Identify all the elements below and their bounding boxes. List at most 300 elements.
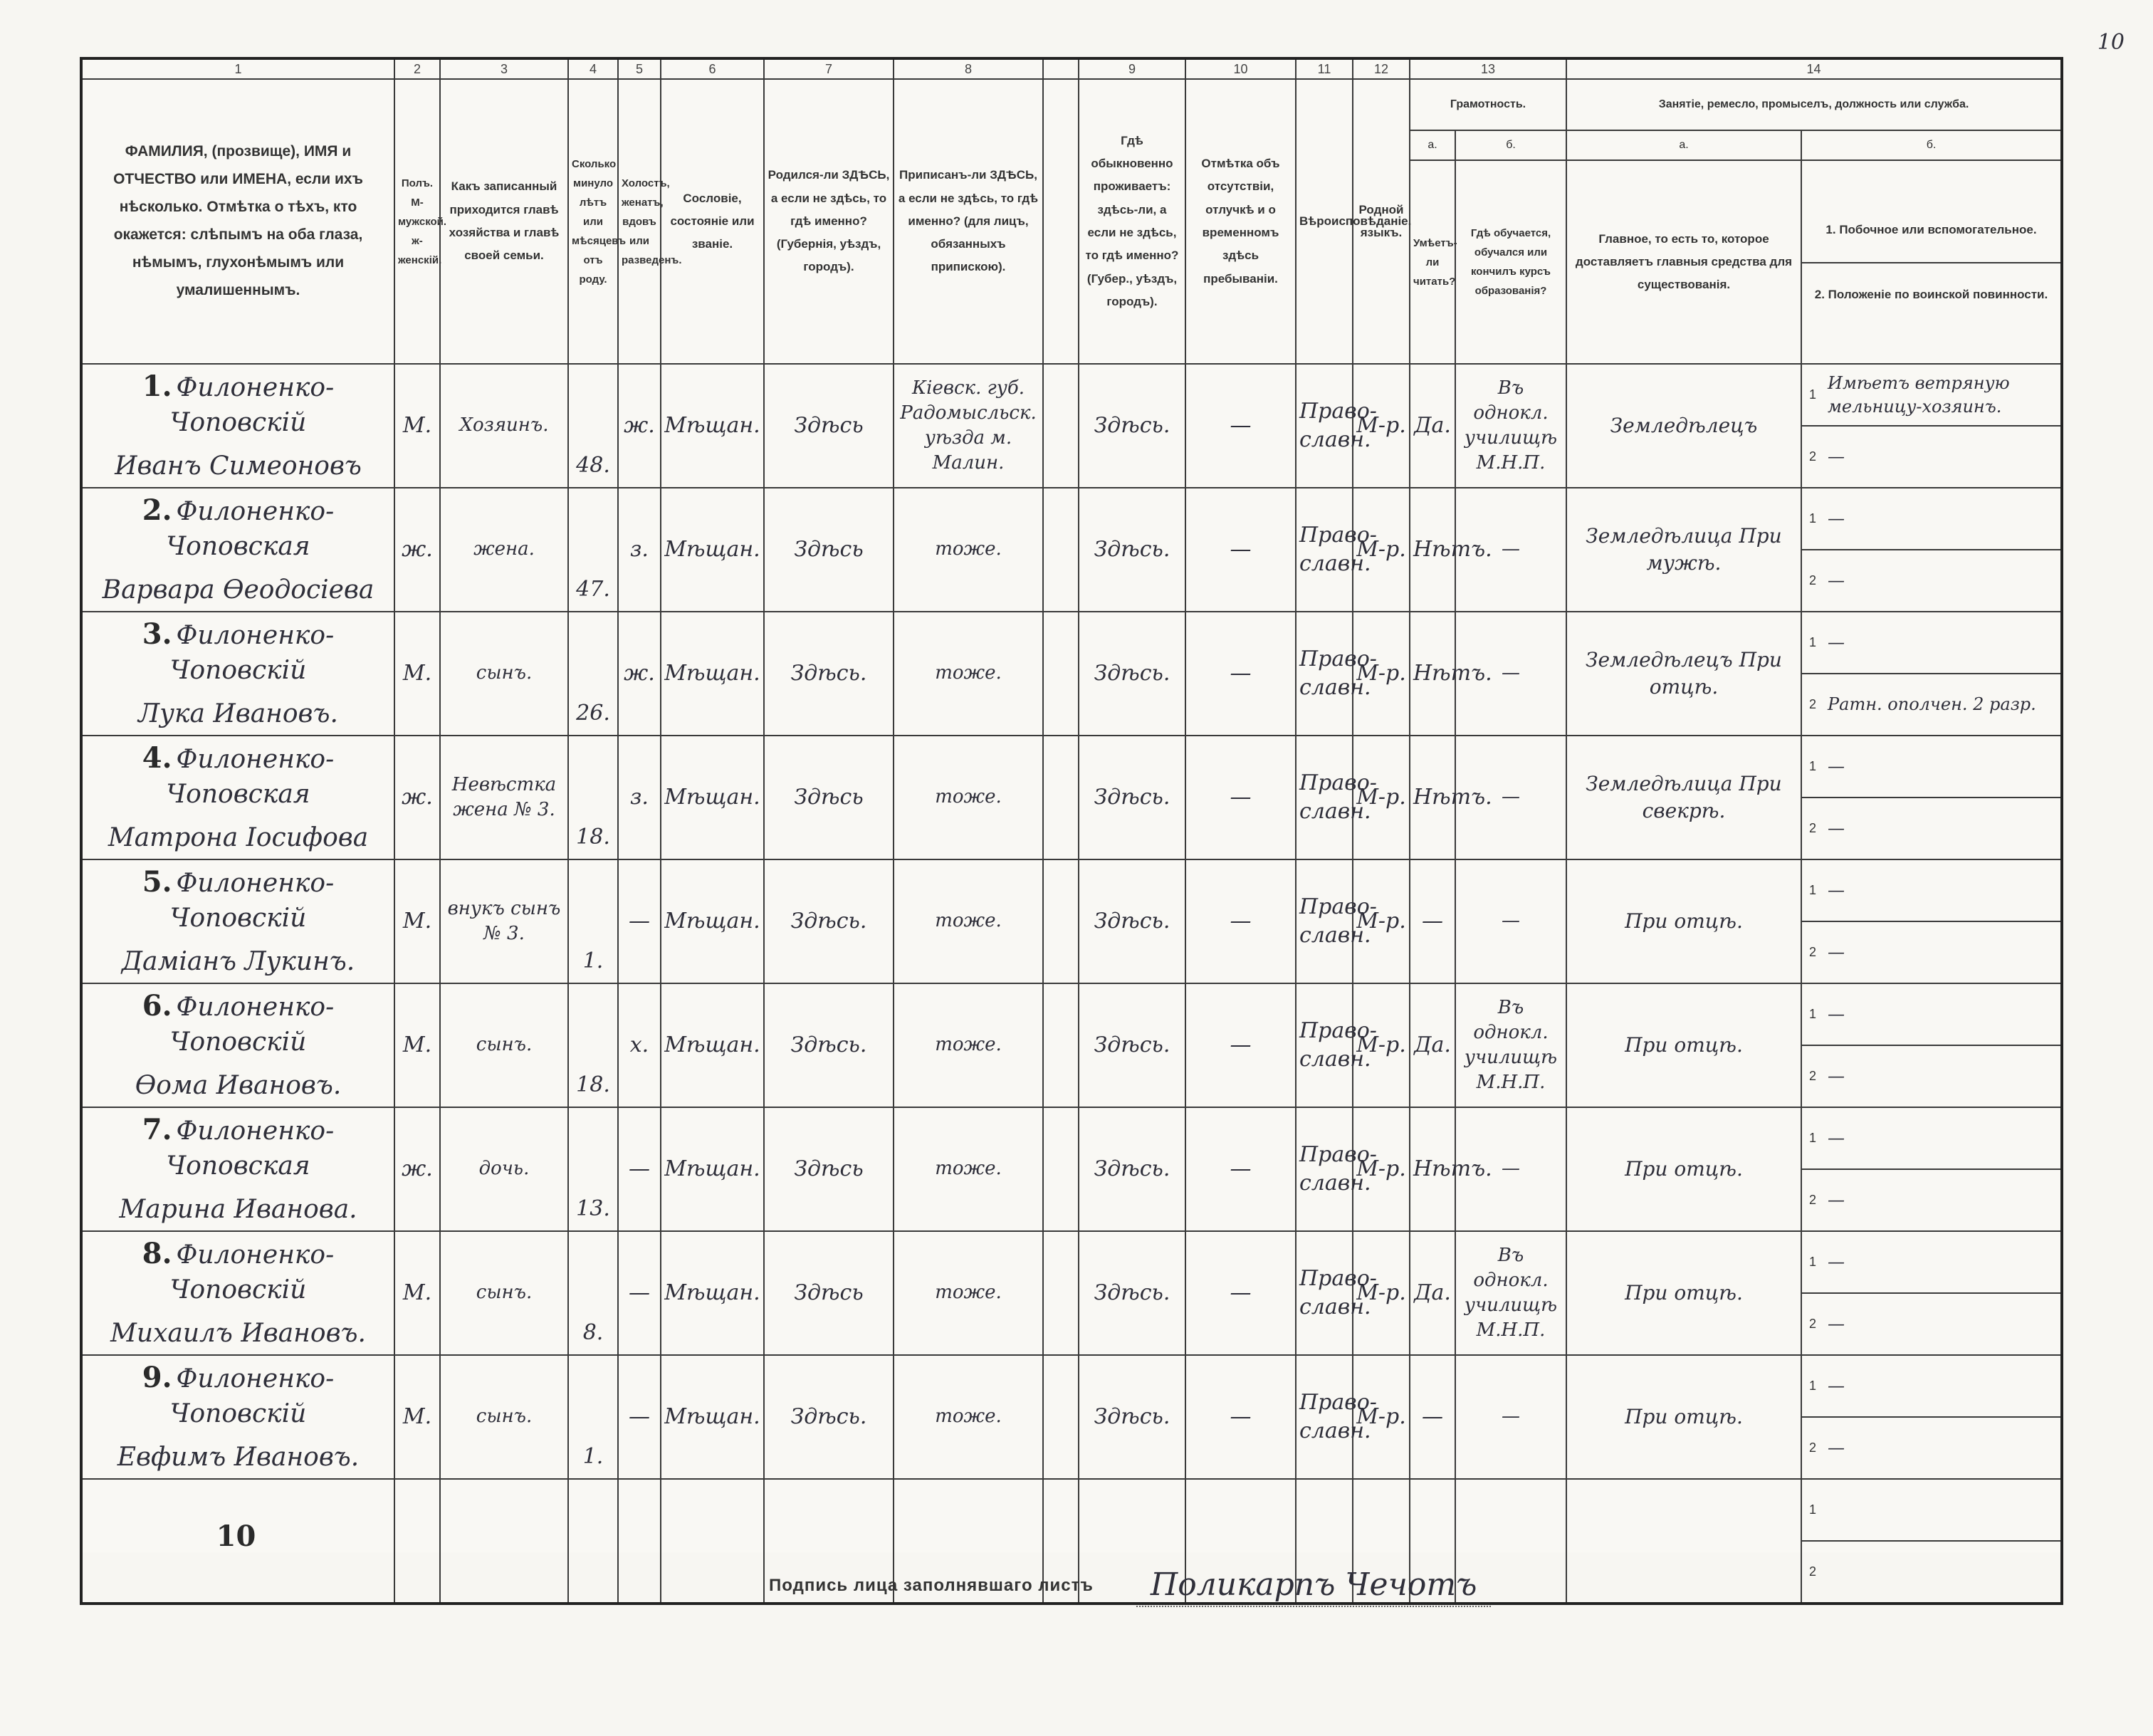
spacer-cell — [1043, 983, 1079, 1107]
header-main-occupation: Главное, то есть то, которое доставляетъ главныя средства для существованія. — [1566, 160, 1801, 364]
language-cell: М-р. — [1353, 488, 1410, 612]
main-occupation-cell: Земледѣлица При свекрѣ. — [1566, 736, 1801, 859]
sub-value: — — [1828, 756, 1845, 777]
education-cell: — — [1455, 859, 1566, 983]
born-cell: Здѣсь. — [764, 983, 894, 1107]
secondary-cell — [1801, 983, 2062, 1107]
census-table — [80, 57, 2063, 1605]
sub-value: — — [1828, 570, 1845, 591]
person-row — [81, 736, 2062, 859]
person-row — [81, 488, 2062, 612]
marital-cell: х. — [618, 983, 661, 1107]
literate-cell: — — [1410, 1355, 1455, 1479]
surname-text: Филоненко-Чоповскій — [169, 373, 335, 438]
registered-cell: тоже. — [894, 859, 1043, 983]
education-cell: — — [1455, 1107, 1566, 1231]
row-number: 9. — [142, 1361, 172, 1395]
main-occupation-cell: Земледѣлица При мужѣ. — [1566, 488, 1801, 612]
sub-label: 1 — [1809, 1379, 1817, 1393]
marital-cell: ж. — [618, 364, 661, 488]
relation-cell: сынъ. — [440, 1355, 568, 1479]
sub-label: 1 — [1809, 511, 1817, 526]
lives-cell: Здѣсь. — [1079, 1355, 1185, 1479]
marital-cell: — — [618, 859, 661, 983]
sub-value: — — [1828, 942, 1845, 963]
person-row — [81, 1107, 2062, 1231]
marital-cell: — — [618, 1231, 661, 1355]
language-cell: М-р. — [1353, 612, 1410, 736]
sub-value: — — [1828, 1190, 1845, 1211]
age-value: 18. — [576, 824, 610, 849]
relation-cell — [440, 1479, 568, 1604]
age-cell — [568, 859, 618, 983]
born-cell: Здѣсь. — [764, 859, 894, 983]
sex-cell: М. — [394, 612, 440, 736]
name-cell — [81, 983, 394, 1107]
secondary-cell — [1801, 1355, 2062, 1479]
sex-cell: М. — [394, 364, 440, 488]
age-value: 1. — [582, 948, 604, 973]
absence-cell: — — [1185, 612, 1296, 736]
surname — [85, 1359, 391, 1432]
surname-text: Филоненко-Чоповскій — [169, 1240, 335, 1305]
age-value: 47. — [576, 576, 610, 602]
lives-cell: Здѣсь. — [1079, 859, 1185, 983]
secondary-occupation — [1802, 1480, 2060, 1542]
name-cell — [81, 736, 394, 859]
born-cell: Здѣсь. — [764, 1355, 894, 1479]
military-status — [1802, 922, 2060, 983]
religion-cell: Право-славн. — [1296, 1231, 1353, 1355]
signature-line — [769, 1564, 1766, 1607]
sub-label: 1 — [1809, 1131, 1817, 1146]
registered-cell: тоже. — [894, 1107, 1043, 1231]
secondary-cell — [1801, 364, 2062, 488]
age-value: 48. — [576, 452, 610, 478]
given-name: Варвара Өеодосіева — [102, 575, 374, 605]
person-rows — [81, 364, 2062, 1604]
language-cell: М-р. — [1353, 1231, 1410, 1355]
absence-cell: — — [1185, 1355, 1296, 1479]
name-cell — [81, 364, 394, 488]
military-status — [1802, 1542, 2060, 1602]
spacer-cell — [1043, 736, 1079, 859]
colnum-3: 3 — [440, 58, 568, 79]
sub-label: 2 — [1809, 573, 1817, 588]
registered-cell: тоже. — [894, 736, 1043, 859]
lives-cell: Здѣсь. — [1079, 1231, 1185, 1355]
secondary-occupation — [1802, 365, 2060, 427]
sub-label: 2 — [1809, 1069, 1817, 1084]
sub-value: — — [1828, 880, 1845, 901]
relation-cell: сынъ. — [440, 612, 568, 736]
spacer-cell — [1043, 1355, 1079, 1479]
religion-cell: Право-славн. — [1296, 859, 1353, 983]
sub-label: 2 — [1809, 1317, 1817, 1332]
secondary-cell — [1801, 488, 2062, 612]
lives-cell: Здѣсь. — [1079, 612, 1185, 736]
education-cell: Въ однокл. училищѣ М.Н.П. — [1455, 983, 1566, 1107]
sub-value: — — [1828, 1314, 1845, 1334]
colnum-14: 14 — [1566, 58, 2062, 79]
main-occupation-cell: При отцѣ. — [1566, 983, 1801, 1107]
header-row-1 — [81, 79, 2062, 130]
sub-value: — — [1828, 632, 1845, 653]
main-occupation-cell: При отцѣ. — [1566, 1107, 1801, 1231]
age-value: 1. — [582, 1443, 604, 1469]
sex-cell: М. — [394, 859, 440, 983]
language-cell: М-р. — [1353, 859, 1410, 983]
main-occupation-cell: При отцѣ. — [1566, 1355, 1801, 1479]
surname — [85, 739, 391, 812]
born-cell: Здѣсь — [764, 1231, 894, 1355]
main-occupation-cell: Земледѣлецъ При отцѣ. — [1566, 612, 1801, 736]
given-name: Өома Ивановъ. — [135, 1071, 342, 1100]
lives-cell: Здѣсь. — [1079, 983, 1185, 1107]
header-relation: Какъ записанный приходится главѣ хозяйства и главѣ своей семьи. — [440, 79, 568, 364]
sub-value: — — [1828, 1438, 1845, 1458]
born-cell: Здѣсь — [764, 736, 894, 859]
name-cell — [81, 1479, 394, 1604]
secondary-occupation — [1802, 1108, 2060, 1170]
age-cell — [568, 1355, 618, 1479]
born-cell: Здѣсь — [764, 488, 894, 612]
name-cell — [81, 1355, 394, 1479]
education-cell: Въ однокл. училищѣ М.Н.П. — [1455, 364, 1566, 488]
colnum-8: 8 — [894, 58, 1043, 79]
estate-cell: Мѣщан. — [661, 859, 764, 983]
age-value: 18. — [576, 1072, 610, 1097]
language-cell: М-р. — [1353, 736, 1410, 859]
absence-cell: — — [1185, 1107, 1296, 1231]
header-estate: Сословіе, состояніе или званіе. — [661, 79, 764, 364]
header-name: ФАМИЛИЯ, (прозвище), ИМЯ и ОТЧЕСТВО или ИМЕНА, если ихъ нѣсколько. Отмѣтка о тѣхъ, кто окажется: слѣпымъ на оба глаза, нѣмымъ, глухонѣмымъ или умалишеннымъ. — [81, 79, 394, 364]
estate-cell: Мѣщан. — [661, 612, 764, 736]
surname-text: Филоненко-Чоповскій — [169, 993, 335, 1057]
header-occupation-b-letter: б. — [1801, 130, 2062, 160]
education-cell: — — [1455, 1355, 1566, 1479]
education-cell: — — [1455, 612, 1566, 736]
age-cell — [568, 736, 618, 859]
spacer-cell — [1043, 488, 1079, 612]
religion-cell: Право-славн. — [1296, 983, 1353, 1107]
colnum-6: 6 — [661, 58, 764, 79]
sub-label: 1 — [1809, 883, 1817, 898]
person-row — [81, 364, 2062, 488]
surname-text: Филоненко-Чоповскій — [169, 1364, 335, 1429]
secondary-occupation — [1802, 488, 2060, 550]
row-number: 2. — [142, 493, 172, 528]
sub-label: 1 — [1809, 387, 1817, 402]
literate-cell: Да. — [1410, 1231, 1455, 1355]
age-value: 26. — [576, 700, 610, 726]
surname-text: Филоненко-Чоповская — [166, 745, 335, 810]
colnum-spacer — [1043, 58, 1079, 79]
column-numbers-row — [81, 58, 2062, 79]
main-occupation-cell: При отцѣ. — [1566, 1231, 1801, 1355]
surname — [85, 987, 391, 1060]
age-cell — [568, 1479, 618, 1604]
age-value: 8. — [582, 1319, 604, 1345]
page-number: 10 — [2097, 30, 2125, 55]
registered-cell: тоже. — [894, 612, 1043, 736]
secondary-cell — [1801, 612, 2062, 736]
education-cell: Въ однокл. училищѣ М.Н.П. — [1455, 1231, 1566, 1355]
row-number: 3. — [142, 617, 172, 652]
header-secondary-occupation: 1. Побочное или вспомогательное. — [1802, 198, 2060, 263]
sub-value: Имѣетъ ветряную мельницу-хозяинъ. — [1828, 373, 2010, 417]
surname — [85, 1517, 391, 1556]
literate-cell: Нѣтъ. — [1410, 612, 1455, 736]
header-can-read: Умѣетъ-ли читать? — [1410, 160, 1455, 364]
given-name: Марина Иванова. — [119, 1195, 357, 1224]
surname — [85, 863, 391, 936]
sex-cell — [394, 1479, 440, 1604]
colnum-4: 4 — [568, 58, 618, 79]
sub-label: 1 — [1809, 1502, 1817, 1517]
header-language: Родной языкъ. — [1353, 79, 1410, 364]
name-cell — [81, 1231, 394, 1355]
language-cell: М-р. — [1353, 1355, 1410, 1479]
absence-cell: — — [1185, 736, 1296, 859]
sub-label: 2 — [1809, 697, 1817, 712]
absence-cell: — — [1185, 1231, 1296, 1355]
sub-label: 1 — [1809, 1007, 1817, 1022]
main-occupation-cell: Земледѣлецъ — [1566, 364, 1801, 488]
secondary-occupation — [1802, 612, 2060, 674]
born-cell: Здѣсь. — [764, 612, 894, 736]
age-cell — [568, 1107, 618, 1231]
language-cell: М-р. — [1353, 364, 1410, 488]
person-row — [81, 859, 2062, 983]
military-status — [1802, 1046, 2060, 1107]
relation-cell: жена. — [440, 488, 568, 612]
literate-cell: Да. — [1410, 364, 1455, 488]
registered-cell: тоже. — [894, 488, 1043, 612]
marital-cell: — — [618, 1355, 661, 1479]
absence-cell: — — [1185, 488, 1296, 612]
signature-label: Подпись лица заполнявшаго листъ — [769, 1575, 1094, 1595]
sub-value: — — [1828, 1004, 1845, 1025]
person-row — [81, 1355, 2062, 1479]
relation-cell: сынъ. — [440, 1231, 568, 1355]
sub-value: — — [1828, 1128, 1845, 1149]
spacer-cell — [1043, 1107, 1079, 1231]
language-cell: М-р. — [1353, 983, 1410, 1107]
colnum-9: 9 — [1079, 58, 1185, 79]
header-literacy-b-letter: б. — [1455, 130, 1566, 160]
spacer-cell — [1043, 364, 1079, 488]
religion-cell: Право-славн. — [1296, 1355, 1353, 1479]
header-absence: Отмѣтка объ отсутствіи, отлучкѣ и о временномъ здѣсь пребываніи. — [1185, 79, 1296, 364]
row-number: 10 — [216, 1520, 256, 1553]
header-spacer — [1043, 79, 1079, 364]
sex-cell: ж. — [394, 488, 440, 612]
colnum-7: 7 — [764, 58, 894, 79]
military-status — [1802, 1418, 2060, 1478]
header-education: Гдѣ обучается, обучался или кончилъ курсъ образованія? — [1455, 160, 1566, 364]
age-cell — [568, 364, 618, 488]
surname — [85, 367, 391, 441]
age-cell — [568, 488, 618, 612]
colnum-1: 1 — [81, 58, 394, 79]
education-cell: — — [1455, 736, 1566, 859]
estate-cell — [661, 1479, 764, 1604]
header-occupation: Занятіе, ремесло, промыселъ, должность или служба. — [1566, 79, 2062, 130]
estate-cell: Мѣщан. — [661, 1231, 764, 1355]
secondary-occupation — [1802, 1356, 2060, 1418]
literate-cell: Да. — [1410, 983, 1455, 1107]
religion-cell: Право-славн. — [1296, 1107, 1353, 1231]
estate-cell: Мѣщан. — [661, 488, 764, 612]
row-number: 1. — [142, 370, 172, 404]
marital-cell — [618, 1479, 661, 1604]
header-literacy: Грамотность. — [1410, 79, 1566, 130]
person-row — [81, 1231, 2062, 1355]
person-row — [81, 983, 2062, 1107]
secondary-cell — [1801, 1107, 2062, 1231]
secondary-occupation — [1802, 736, 2060, 798]
absence-cell: — — [1185, 983, 1296, 1107]
sub-label: 1 — [1809, 635, 1817, 650]
sub-label: 2 — [1809, 1564, 1817, 1579]
marital-cell: ж. — [618, 612, 661, 736]
lives-cell: Здѣсь. — [1079, 364, 1185, 488]
secondary-cell — [1801, 859, 2062, 983]
marital-cell: з. — [618, 488, 661, 612]
religion-cell: Право-славн. — [1296, 364, 1353, 488]
registered-cell: тоже. — [894, 983, 1043, 1107]
header-marital: Холостъ, женатъ, вдовъ или разведенъ. — [618, 79, 661, 364]
literate-cell: — — [1410, 859, 1455, 983]
absence-cell: — — [1185, 364, 1296, 488]
born-cell: Здѣсь — [764, 364, 894, 488]
registered-cell: тоже. — [894, 1355, 1043, 1479]
lives-cell: Здѣсь. — [1079, 488, 1185, 612]
born-cell: Здѣсь — [764, 1107, 894, 1231]
spacer-cell — [1043, 1231, 1079, 1355]
military-status — [1802, 427, 2060, 487]
row-number: 5. — [142, 865, 172, 899]
sub-label: 2 — [1809, 821, 1817, 836]
surname — [85, 491, 391, 565]
colnum-2: 2 — [394, 58, 440, 79]
given-name: Евфимъ Ивановъ. — [117, 1443, 360, 1472]
language-cell: М-р. — [1353, 1107, 1410, 1231]
military-status — [1802, 1294, 2060, 1354]
marital-cell: — — [618, 1107, 661, 1231]
name-cell — [81, 612, 394, 736]
given-name: Даміанъ Лукинъ. — [121, 947, 355, 976]
registered-cell: Кіевск. губ. Радомысльск. уѣзда м. Малин. — [894, 364, 1043, 488]
secondary-occupation — [1802, 984, 2060, 1046]
sub-label: 2 — [1809, 449, 1817, 464]
secondary-cell — [1801, 1231, 2062, 1355]
spacer-cell — [1043, 612, 1079, 736]
header-literacy-a-letter: а. — [1410, 130, 1455, 160]
sub-value: — — [1828, 446, 1845, 467]
sub-value: Ратн. ополчен. 2 разр. — [1828, 694, 2036, 715]
name-cell — [81, 488, 394, 612]
sub-value: — — [1828, 1376, 1845, 1396]
row-number: 4. — [142, 741, 172, 775]
given-name: Матрона Іосифова — [108, 823, 369, 852]
header-lives: Гдѣ обыкновенно проживаетъ: здѣсь-ли, а если не здѣсь, то гдѣ именно? (Губер., уѣздъ, городъ). — [1079, 79, 1185, 364]
lives-cell: Здѣсь. — [1079, 736, 1185, 859]
religion-cell: Право-славн. — [1296, 736, 1353, 859]
colnum-11: 11 — [1296, 58, 1353, 79]
secondary-cell — [1801, 736, 2062, 859]
row-number: 7. — [142, 1113, 172, 1147]
given-name: Иванъ Симеоновъ — [115, 451, 362, 481]
header-secondary — [1801, 160, 2062, 364]
surname — [85, 1111, 391, 1184]
header-sex: Полъ. М-мужской. ж-женскій. — [394, 79, 440, 364]
name-cell — [81, 1107, 394, 1231]
header-occupation-a-letter: а. — [1566, 130, 1801, 160]
person-row — [81, 612, 2062, 736]
registered-cell: тоже. — [894, 1231, 1043, 1355]
secondary-cell — [1801, 1479, 2062, 1604]
age-cell — [568, 983, 618, 1107]
header-age: Сколько минуло лѣтъ или мѣсяцевъ отъ роду. — [568, 79, 618, 364]
sub-label: 1 — [1809, 1255, 1817, 1270]
sub-value: — — [1828, 508, 1845, 529]
header-born: Родился-ли ЗДѢСЬ, а если не здѣсь, то гдѣ именно? (Губернія, уѣздъ, городъ). — [764, 79, 894, 364]
row-number: 8. — [142, 1237, 172, 1271]
colnum-5: 5 — [618, 58, 661, 79]
surname-text: Филоненко-Чоповская — [166, 1117, 335, 1181]
religion-cell: Право-славн. — [1296, 612, 1353, 736]
sub-label: 2 — [1809, 945, 1817, 960]
estate-cell: Мѣщан. — [661, 1107, 764, 1231]
sub-label: 2 — [1809, 1440, 1817, 1455]
header-religion: Вѣроисповѣданіе. — [1296, 79, 1353, 364]
header-registered: Приписанъ-ли ЗДѢСЬ, а если не здѣсь, то гдѣ именно? (для лицъ, обязанныхъ припискою). — [894, 79, 1043, 364]
colnum-10: 10 — [1185, 58, 1296, 79]
sub-label: 1 — [1809, 759, 1817, 774]
sex-cell: ж. — [394, 736, 440, 859]
lives-cell: Здѣсь. — [1079, 1107, 1185, 1231]
secondary-occupation — [1802, 1232, 2060, 1294]
sub-label: 2 — [1809, 1193, 1817, 1208]
colnum-12: 12 — [1353, 58, 1410, 79]
sub-value: — — [1828, 818, 1845, 839]
header-military-status: 2. Положеніе по воинской повинности. — [1814, 287, 2048, 301]
literate-cell: Нѣтъ. — [1410, 488, 1455, 612]
literate-cell: Нѣтъ. — [1410, 736, 1455, 859]
marital-cell: з. — [618, 736, 661, 859]
education-cell: — — [1455, 488, 1566, 612]
sex-cell: М. — [394, 1355, 440, 1479]
secondary-occupation — [1802, 860, 2060, 922]
colnum-13: 13 — [1410, 58, 1566, 79]
given-name: Михаилъ Ивановъ. — [110, 1319, 366, 1348]
sex-cell: М. — [394, 1231, 440, 1355]
surname-text: Филоненко-Чоповская — [166, 497, 335, 562]
census-sheet — [80, 57, 2060, 1579]
relation-cell: дочь. — [440, 1107, 568, 1231]
absence-cell: — — [1185, 859, 1296, 983]
literate-cell: Нѣтъ. — [1410, 1107, 1455, 1231]
estate-cell: Мѣщан. — [661, 983, 764, 1107]
relation-cell: внукъ сынъ № 3. — [440, 859, 568, 983]
military-status — [1802, 798, 2060, 859]
row-number: 6. — [142, 989, 172, 1023]
surname — [85, 1235, 391, 1308]
surname-text: Филоненко-Чоповскій — [169, 869, 335, 934]
religion-cell: Право-славн. — [1296, 488, 1353, 612]
